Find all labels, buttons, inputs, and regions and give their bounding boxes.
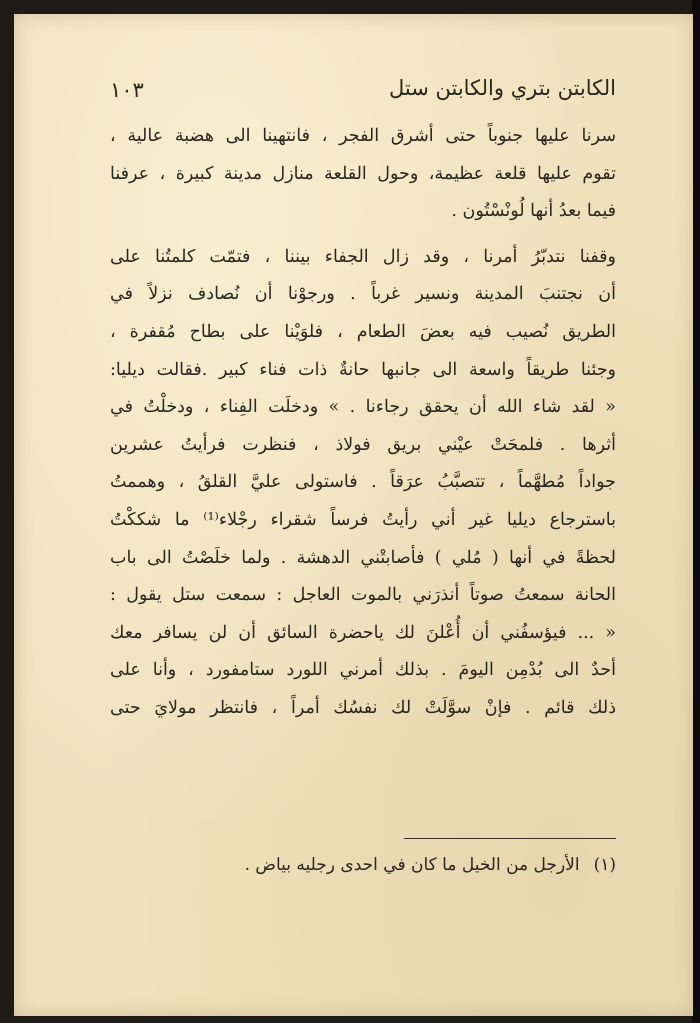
running-title: الكابتن بتري والكابتن ستل <box>388 76 616 100</box>
page-number: ١٠٣ <box>110 78 144 102</box>
text-line: أحدٌ الى بُدْمِن اليومَ . بذلك أمرني اللورد ستامفورد ، وأنا على <box>110 660 616 681</box>
text-line: جواداً مُطهَّماً ، تتصبَّبُ عرَقاً . فاستولى عليَّ القلقُ ، وهممتُ <box>110 472 616 493</box>
text-line: الحانة سمعتُ صوتاً أنذرَني بالموت العاجل : سمعت ستل يقول : <box>110 585 616 606</box>
text-line: وقفنا نتدبّرُ أمرنا ، وقد زال الجفاء بيننا ، فتمّت كلمتُنا على <box>110 246 616 267</box>
book-edge-shadow <box>692 0 700 1023</box>
paragraph-gap <box>110 231 616 239</box>
text-line: تقوم عليها قلعة عظيمة، وحول القلعة منازل مدينة كبيرة ، عرفنا <box>110 163 616 184</box>
text-line: أثرها . فلمحَتْ عيْني بريق فولاذ ، فنظرت فرأيتُ عشرين <box>110 434 616 455</box>
footnote-text: الأرجل من الخيل ما كان في احدى رجليه بياض . <box>244 855 580 875</box>
text-line: الطريق نُصيب فيه بعضَ الطعام ، فلوَيْنا على بطاح مُقفرة ، <box>110 321 616 342</box>
footnote <box>150 855 616 875</box>
text-line: لحظةً في أنها ( مُلي ) فأصابتْني الدهشة . ولما خلَصْتُ الى باب <box>110 547 616 568</box>
text-line: فيما بعدُ أنها لُونْسْتُون . <box>451 201 616 222</box>
text-line: سرنا عليها جنوباً حتى أشرق الفجر ، فانتهينا الى هضبة عالية ، <box>110 126 616 146</box>
text-line: « لقد شاء الله أن يحقق رجاءنا . » ودخلَت الفِناء ، ودخلْتُ في <box>110 397 616 418</box>
text-line: وجئنا طريقاً واسعة الى جانبها حانةٌ ذات فناء كبير .فقالت ديليا: <box>110 359 616 380</box>
body-text <box>110 118 616 728</box>
text-line: ذلك قائم . فإنْ سوَّلَتْ لك نفسُك أمراً ، فانتظر مولايَ حتى <box>110 697 616 718</box>
footnote-divider <box>404 838 616 839</box>
text-line: أن نجتنبَ المدينة ونسير غرباً . ورجوْنا أن نُصادف نزلاً في <box>110 284 616 305</box>
text-line: « ... فيؤسفُني أن أُعْلنَ لك ياحضرة السائق أن لن يسافر معك <box>110 622 616 643</box>
text-line: باسترجاع ديليا غير أني رأيتُ فرساً شقراء رجْلاء⁽¹⁾ ما شككْتُ <box>110 509 616 530</box>
footnote-marker: (١) <box>593 855 616 875</box>
page-header <box>110 70 616 110</box>
